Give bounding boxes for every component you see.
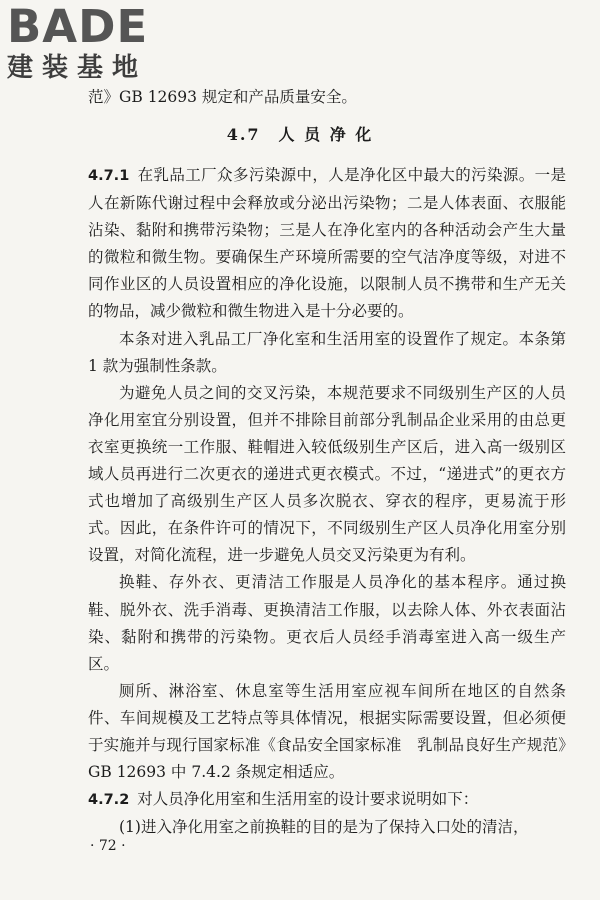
continued-text-line: 范》GB 12693 规定和产品质量安全。 bbox=[88, 88, 357, 106]
paragraph-text: 在乳品工厂众多污染源中，人是净化区中最大的污染源。一是人在新陈代谢过程中会释放或分泌出污染物；二是人体表面、衣服能沾染、黏附和携带污染物；三是人在净化室内的各种活动会产生大量的微粒和微生物。要确保生产环境所需要的空气洁净度等级，对进不同作业区的人员设置相应的净化设施，以限制人员不携带和生产无关的物品，减少微粒和微生物进入是十分必要的。 bbox=[88, 166, 566, 321]
paragraph: 本条对进入乳品工厂净化室和生活用室的设置作了规定。本条第 1 款为强制性条款。 bbox=[88, 329, 566, 375]
clause-paragraph bbox=[88, 162, 566, 326]
logo-main-text: BADE bbox=[7, 0, 149, 53]
paragraph: 厕所、淋浴室、休息室等生活用室应视车间所在地区的自然条件、车间规模及工艺特点等具体情况，根据实际需要设置，但必须便于实施并与现行国家标准《食品安全国家标准 乳制品良好生产规范》GB 12693 中 7.4.2 条规定相适应。 bbox=[88, 681, 566, 782]
paragraph: 换鞋、存外衣、更清洁工作服是人员净化的基本程序。通过换鞋、脱外衣、洗手消毒、更换清洁工作服，以去除人体、外衣表面沾染、黏附和携带的污染物。更衣后人员经手消毒室进入高一级生产区。 bbox=[88, 573, 566, 673]
paragraph: (1)进入净化用室之前换鞋的目的是为了保持入口处的清洁， bbox=[119, 818, 529, 837]
paragraph-text: 对人员净化用室和生活用室的设计要求说明如下： bbox=[137, 790, 479, 809]
body-text bbox=[88, 162, 566, 841]
clause-number: 4.7.2 bbox=[88, 792, 130, 809]
clause-number: 4.7.1 bbox=[88, 168, 130, 184]
bade-logo bbox=[7, 0, 177, 86]
logo-sub-text: 建装基地 bbox=[7, 53, 148, 83]
section-heading: 4.7 人 员 净 化 bbox=[226, 125, 374, 144]
page-number: · 72 · bbox=[90, 838, 126, 854]
paragraph: 为避免人员之间的交叉污染，本规范要求不同级别生产区的人员净化用室宜分别设置，但并不排除目前部分乳制品企业采用的由总更衣室更换统一工作服、鞋帽进入较低级别生产区后，进入高一级别区域人员再进行二次更衣的递进式更衣模式。不过，“递进式”的更衣方式也增加了高级别生产区人员多次脱衣、穿衣的程序，更易流于形式。因此，在条件许可的情况下，不同级别生产区人员净化用室分别设置，对简化流程，进一步避免人员交叉污染更为有利。 bbox=[88, 383, 566, 565]
clause-paragraph bbox=[88, 786, 566, 814]
